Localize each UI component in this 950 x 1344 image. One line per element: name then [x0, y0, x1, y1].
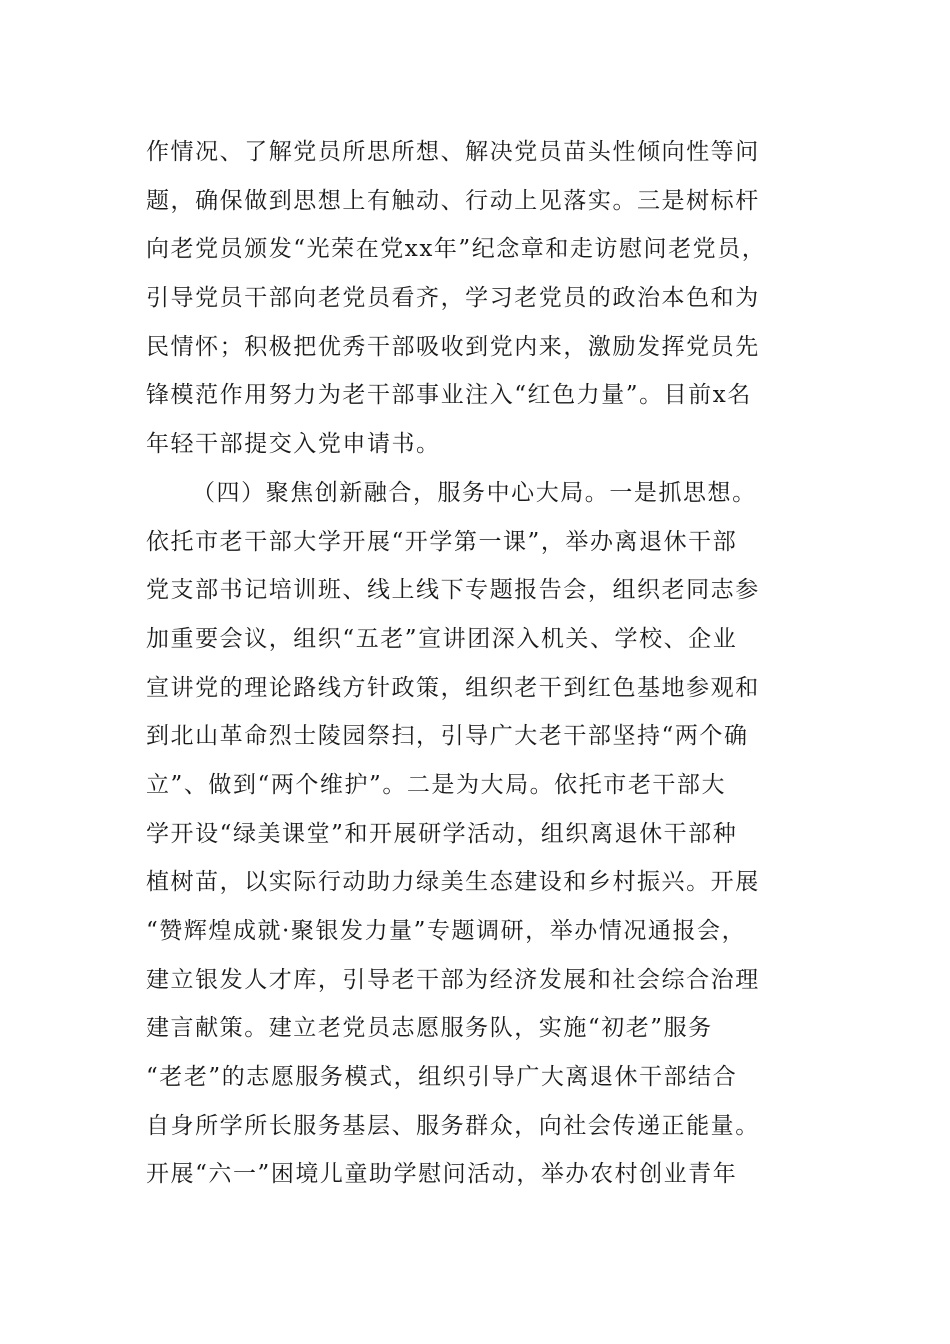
text-line: “赞辉煌成就·聚银发力量”专题调研，举办情况通报会，	[146, 918, 747, 944]
section-heading-line: （四）聚焦创新融合，服务中心大局。一是抓思想。	[192, 479, 757, 506]
text-line: 开展“六一”困境儿童助学慰问活动，举办农村创业青年	[146, 1161, 738, 1188]
text-line: 锋模范作用努力为老干部事业注入“红色力量”。目前x名	[146, 382, 752, 409]
text-line: 立”、做到“两个维护”。二是为大局。依托市老干部大	[146, 771, 727, 798]
text-line: 建言献策。建立老党员志愿服务队，实施“初老”服务	[146, 1015, 713, 1042]
text-line: 加重要会议，组织“五老”宣讲团深入机关、学校、企业	[146, 625, 738, 652]
text-line: 年轻干部提交入党申请书。	[146, 431, 441, 458]
text-line: “老老”的志愿服务模式，组织引导广大离退休干部结合	[146, 1064, 738, 1091]
text-line: 到北山革命烈士陵园祭扫，引导广大老干部坚持“两个确	[146, 723, 749, 750]
text-line: 自身所学所长服务基层、服务群众，向社会传递正能量。	[146, 1112, 760, 1139]
text-line: 植树苗，以实际行动助力绿美生态建设和乡村振兴。开展	[146, 869, 760, 896]
text-line: 建立银发人才库，引导老干部为经济发展和社会综合治理	[146, 966, 760, 993]
text-line: 向老党员颁发“光荣在党xx年”纪念章和走访慰问老党员，	[146, 236, 767, 263]
body-text	[146, 128, 826, 1199]
text-line: 宣讲党的理论路线方针政策，组织老干到红色基地参观和	[146, 674, 760, 701]
text-line: 依托市老干部大学开展“开学第一课”，举办离退休干部	[146, 528, 738, 555]
text-line: 民情怀；积极把优秀干部吸收到党内来，激励发挥党员先	[146, 333, 760, 360]
text-line: 引导党员干部向老党员看齐，学习老党员的政治本色和为	[146, 285, 760, 312]
text-line: 作情况、了解党员所思所想、解决党员苗头性倾向性等问	[146, 139, 760, 165]
text-line: 学开设“绿美课堂”和开展研学活动，组织离退休干部种	[146, 820, 738, 847]
text-line: 党支部书记培训班、线上线下专题报告会，组织老同志参	[146, 577, 760, 604]
text-line: 题，确保做到思想上有触动、行动上见落实。三是树标杆	[146, 187, 760, 214]
